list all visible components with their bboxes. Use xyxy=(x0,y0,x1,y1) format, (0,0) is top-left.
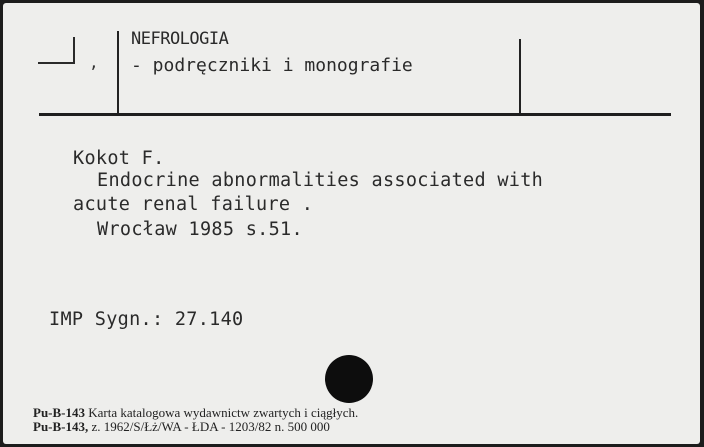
entry-title-line-1: Endocrine abnormalities associated with xyxy=(97,170,544,191)
horizontal-rule xyxy=(39,113,671,116)
footer-code-2: Pu-B-143, xyxy=(33,419,89,434)
footer-text-2: z. 1962/S/Łż/WA - ŁDA - 1203/82 n. 500 000 xyxy=(91,419,330,434)
vertical-rule-right xyxy=(519,39,521,115)
footer-text-1: Karta katalogowa wydawnictw zwartych i ciągłych. xyxy=(88,405,359,420)
footer-line-2 xyxy=(33,419,330,435)
subject-subheading: - podręczniki i monografie xyxy=(131,55,413,76)
corner-bracket-mark xyxy=(37,35,75,65)
punch-hole xyxy=(325,355,373,403)
vertical-rule-left xyxy=(117,31,119,115)
entry-title-line-2: acute renal failure . xyxy=(73,194,314,215)
footer-code-1: Pu-B-143 xyxy=(33,405,85,420)
entry-imprint: Wrocław 1985 s.51. xyxy=(97,219,303,240)
comma-mark: , xyxy=(89,53,99,72)
call-number: IMP Sygn.: 27.140 xyxy=(49,309,244,330)
catalog-card xyxy=(3,3,700,444)
entry-author: Kokot F. xyxy=(73,148,165,169)
subject-heading: NEFROLOGIA xyxy=(131,29,229,49)
